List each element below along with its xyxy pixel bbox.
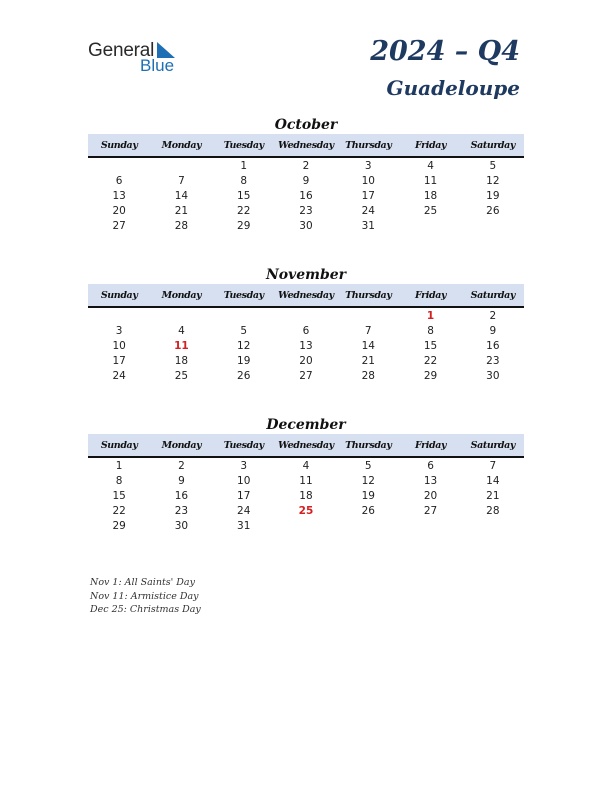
week-row (88, 488, 524, 503)
weekday-label: Monday (161, 289, 202, 301)
logo-text-blue: Blue (140, 56, 175, 75)
day-cell: 26 (361, 505, 375, 518)
weekday-label: Saturday (470, 439, 516, 451)
day-cell: 26 (237, 370, 251, 383)
weekday-label: Sunday (100, 439, 138, 451)
day-cell: 8 (115, 474, 123, 487)
weekday-label: Wednesday (278, 439, 334, 451)
day-cell: 24 (237, 505, 251, 518)
holiday-note: Nov 1: All Saints' Day (90, 577, 195, 588)
week-row (88, 338, 524, 353)
month-title: October (274, 117, 338, 133)
day-cell: 11 (423, 174, 438, 187)
day-cell: 6 (115, 174, 123, 187)
day-cell: 19 (361, 489, 375, 502)
day-cell: 24 (112, 370, 126, 383)
weekday-label: Tuesday (223, 139, 264, 151)
week-row (88, 219, 524, 234)
day-cell: 29 (112, 520, 126, 533)
day-cell: 14 (361, 339, 375, 352)
weekday-label: Thursday (345, 289, 392, 301)
week-row (88, 323, 524, 338)
day-cell: 2 (302, 159, 310, 172)
day-cell: 3 (364, 159, 372, 172)
week-row (88, 519, 524, 534)
day-cell: 3 (240, 459, 248, 472)
day-cell: 5 (364, 459, 372, 472)
day-cell: 15 (423, 339, 438, 352)
day-cell: 27 (423, 505, 438, 518)
day-cell: 6 (427, 459, 434, 472)
day-cell: 2 (489, 309, 497, 322)
weekday-label: Friday (414, 289, 447, 301)
day-cell: 6 (302, 324, 310, 337)
weekday-label: Tuesday (223, 439, 264, 451)
month-weeks (88, 458, 524, 534)
day-cell: 4 (427, 159, 434, 172)
month-weeks (88, 158, 524, 234)
day-cell: 7 (178, 174, 185, 187)
day-cell: 7 (489, 459, 497, 472)
weekday-label: Friday (414, 139, 447, 151)
day-cell: 23 (299, 205, 313, 218)
weekday-label: Saturday (470, 139, 516, 151)
day-cell: 21 (486, 489, 500, 502)
day-cell: 1 (115, 459, 123, 472)
day-cell: 16 (299, 189, 313, 202)
day-cell: 28 (486, 505, 500, 518)
day-cell: 28 (361, 370, 375, 383)
day-cell: 18 (299, 489, 313, 502)
week-row (88, 173, 524, 188)
day-cell: 22 (237, 205, 251, 218)
day-cell: 23 (486, 355, 500, 368)
day-cell: 16 (174, 489, 189, 502)
page-title: 2024 – Q4 (370, 36, 520, 67)
day-cell: 20 (299, 355, 313, 368)
month-weeks (88, 308, 524, 384)
day-cell: 29 (237, 220, 251, 233)
weekday-label: Monday (161, 439, 202, 451)
day-cell: 19 (486, 189, 500, 202)
day-cell: 8 (427, 324, 434, 337)
day-cell: 3 (115, 324, 123, 337)
day-cell: 27 (299, 370, 313, 383)
day-cell: 11 (299, 474, 313, 487)
day-cell: 9 (302, 174, 310, 187)
month-december (88, 416, 524, 534)
holiday-notes (90, 576, 201, 617)
day-cell: 10 (361, 174, 375, 187)
day-cell: 9 (489, 324, 497, 337)
day-cell: 17 (237, 489, 251, 502)
day-cell: 20 (423, 489, 438, 502)
day-cell: 18 (174, 355, 189, 368)
day-cell: 4 (302, 459, 310, 472)
day-cell: 27 (112, 220, 126, 233)
day-cell: 30 (486, 370, 500, 383)
day-cell: 4 (178, 324, 185, 337)
day-cell: 13 (299, 339, 313, 352)
day-cell: 12 (361, 474, 375, 487)
weekday-label: Saturday (470, 289, 516, 301)
week-row (88, 204, 524, 219)
logo-text-general: General (88, 40, 155, 61)
day-cell: 1 (426, 309, 435, 322)
day-cell: 13 (423, 474, 438, 487)
week-row (88, 504, 524, 519)
weekday-label: Friday (414, 439, 447, 451)
day-cell: 22 (112, 505, 126, 518)
day-cell: 25 (423, 205, 438, 218)
day-cell: 12 (486, 174, 500, 187)
week-row (88, 188, 524, 203)
day-cell: 30 (174, 520, 189, 533)
day-cell: 10 (112, 339, 126, 352)
day-cell: 22 (423, 355, 438, 368)
day-cell: 13 (112, 189, 126, 202)
weekday-label: Sunday (100, 289, 138, 301)
day-cell: 31 (237, 520, 251, 533)
weekday-label: Wednesday (278, 139, 334, 151)
month-november (88, 266, 524, 384)
day-cell: 1 (240, 159, 248, 172)
day-cell: 21 (361, 355, 375, 368)
weekday-label: Thursday (345, 139, 392, 151)
day-cell: 21 (174, 205, 189, 218)
day-cell: 28 (174, 220, 189, 233)
day-cell: 8 (240, 174, 248, 187)
day-cell: 18 (423, 189, 438, 202)
day-cell: 26 (486, 205, 500, 218)
day-cell: 25 (298, 505, 314, 518)
month-title: December (266, 417, 346, 433)
weekday-header (88, 284, 524, 308)
weekday-label: Thursday (345, 439, 392, 451)
week-row (88, 473, 524, 488)
week-row (88, 354, 524, 369)
day-cell: 29 (423, 370, 438, 383)
month-october (88, 116, 524, 234)
month-title: November (265, 267, 347, 283)
day-cell: 7 (364, 324, 372, 337)
day-cell: 15 (237, 189, 251, 202)
weekday-header (88, 134, 524, 158)
weekday-label: Tuesday (223, 289, 264, 301)
weekday-label: Sunday (100, 139, 138, 151)
day-cell: 23 (174, 505, 189, 518)
day-cell: 31 (361, 220, 375, 233)
day-cell: 19 (237, 355, 251, 368)
weekday-header (88, 434, 524, 458)
weekday-label: Monday (161, 139, 202, 151)
day-cell: 17 (361, 189, 375, 202)
day-cell: 24 (361, 205, 375, 218)
day-cell: 20 (112, 205, 126, 218)
page-subtitle: Guadeloupe (386, 76, 520, 100)
day-cell: 5 (240, 324, 248, 337)
day-cell: 25 (174, 370, 189, 383)
week-row (88, 369, 524, 384)
week-row (88, 158, 524, 173)
day-cell: 9 (178, 474, 185, 487)
day-cell: 15 (112, 489, 126, 502)
day-cell: 30 (299, 220, 313, 233)
day-cell: 17 (112, 355, 126, 368)
day-cell: 12 (237, 339, 251, 352)
holiday-note: Dec 25: Christmas Day (90, 604, 201, 615)
holiday-note: Nov 11: Armistice Day (90, 590, 199, 602)
day-cell: 2 (178, 459, 185, 472)
day-cell: 10 (237, 474, 251, 487)
day-cell: 11 (174, 339, 189, 352)
day-cell: 14 (174, 189, 189, 202)
week-row (88, 458, 524, 473)
day-cell: 5 (489, 159, 497, 172)
weekday-label: Wednesday (278, 289, 334, 301)
day-cell: 14 (486, 474, 500, 487)
day-cell: 16 (486, 339, 500, 352)
week-row (88, 308, 524, 323)
generalblue-logo (88, 40, 188, 76)
